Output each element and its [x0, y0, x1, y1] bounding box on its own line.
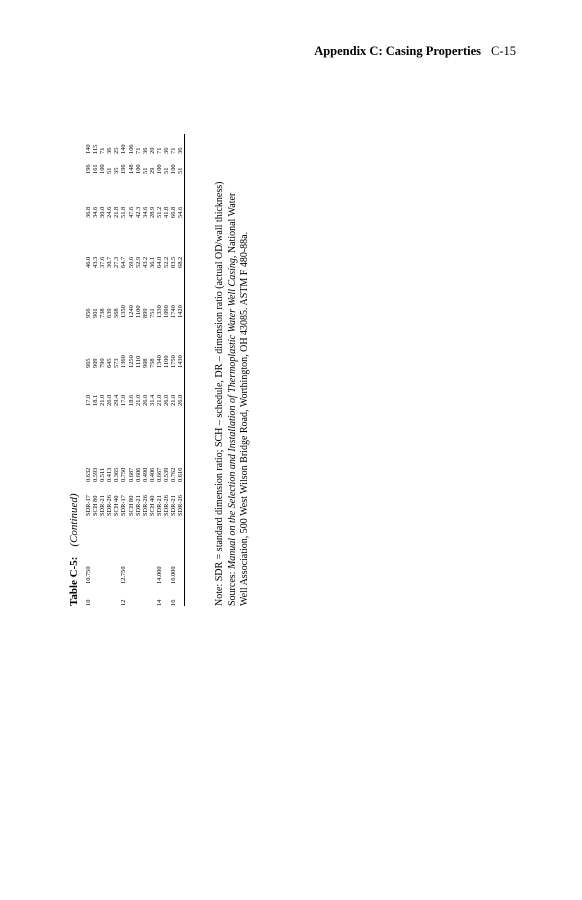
value-cell: 34.6 — [141, 206, 149, 218]
value-cell: 31.4 — [148, 394, 156, 406]
value-cell: 21.0 — [134, 394, 142, 406]
nominal-size-cell — [149, 584, 156, 606]
value-cell: 1250 — [127, 355, 135, 368]
value-cell: 751 — [148, 308, 156, 318]
value-cell: 36.1 — [148, 256, 156, 268]
nominal-size-cell — [106, 584, 113, 606]
value-cell: 20 — [148, 147, 156, 154]
outside-diameter-cell — [106, 516, 113, 584]
value-cell: 909 — [92, 358, 100, 368]
value-cell: 18.6 — [127, 394, 135, 406]
outside-diameter-cell — [113, 516, 120, 584]
value-cell: 1350 — [120, 305, 128, 318]
value-cell: 66.8 — [170, 206, 178, 218]
value-cell: 738 — [99, 308, 107, 318]
nominal-size-cell — [163, 584, 170, 606]
value-cell: 43.2 — [141, 256, 149, 268]
outside-diameter-cell — [177, 516, 185, 584]
value-cell: 26.0 — [177, 368, 185, 406]
value-cell: 36 — [106, 147, 114, 154]
sources-suffix: , National Water — [226, 192, 238, 259]
table-row — [170, 134, 177, 606]
sources-line — [227, 96, 240, 606]
casing-type-cell: SDR-26 — [141, 495, 149, 516]
nominal-size-cell — [128, 584, 135, 606]
page-number: C-15 — [491, 44, 516, 58]
value-cell: 965 — [85, 358, 92, 368]
value-cell: 36 — [141, 147, 149, 154]
wall-thickness-cell: 0.762 — [170, 467, 178, 482]
value-cell: 790 — [99, 358, 107, 368]
sources-prefix: Sources: — [226, 569, 238, 606]
value-cell: 29.4 — [113, 394, 121, 406]
value-cell: 36 — [177, 134, 185, 154]
value-cell: 52.9 — [134, 256, 142, 268]
value-cell: 51.2 — [155, 206, 163, 218]
casing-type-cell: SCH 80 — [127, 495, 135, 516]
outside-diameter-cell — [128, 516, 135, 584]
table-title-continued: (Continued) — [68, 493, 80, 547]
value-cell: 100 — [99, 164, 107, 174]
nominal-size-cell: 12 — [120, 599, 128, 606]
table-row — [128, 134, 135, 606]
value-cell: 1240 — [127, 305, 135, 318]
table-row — [135, 134, 142, 606]
value-cell: 100 — [155, 164, 163, 174]
table-title-label: Table C-5: — [68, 556, 80, 606]
casing-type-cell: SDR-17 — [85, 495, 92, 516]
casing-type-cell: SDR-21 — [155, 495, 163, 516]
casing-type-cell: SCH 80 — [92, 495, 100, 516]
wall-thickness-cell: 0.606 — [134, 467, 142, 482]
value-cell: 1740 — [170, 305, 178, 318]
wall-thickness-cell: 0.687 — [127, 467, 135, 482]
outside-diameter-cell — [99, 516, 106, 584]
value-cell: 30.7 — [106, 256, 114, 268]
value-cell: 21.8 — [113, 206, 121, 218]
nominal-size-cell — [99, 584, 106, 606]
value-cell: 24.6 — [106, 206, 114, 218]
value-cell: 29 — [148, 167, 156, 174]
value-cell: 1100 — [134, 305, 142, 318]
outside-diameter-cell — [163, 516, 170, 584]
nominal-size-cell: 10 — [85, 599, 92, 606]
value-cell: 17.0 — [85, 394, 92, 406]
nominal-size-cell — [113, 584, 120, 606]
outside-diameter-cell — [142, 516, 149, 584]
value-cell: 34.6 — [92, 206, 100, 218]
value-cell: 115 — [92, 144, 100, 154]
table-row — [85, 134, 92, 606]
outside-diameter-cell: 12.750 — [120, 566, 128, 584]
wall-thickness-cell: 0.632 — [85, 467, 92, 482]
casing-type-cell: SDR-21 — [134, 495, 142, 516]
sources-title: Manual on the Selection and Installation of Thermoplastic Water Well Casing — [226, 258, 238, 570]
value-cell: 1330 — [155, 305, 163, 318]
casing-type-cell: SDR-26 — [163, 495, 171, 516]
value-cell: 41.8 — [163, 206, 171, 218]
table-row — [156, 134, 163, 606]
value-cell: 59.6 — [127, 256, 135, 268]
value-cell: 51 — [141, 167, 149, 174]
value-cell: 100 — [170, 164, 178, 174]
value-cell: 956 — [85, 308, 92, 318]
casing-type-cell: SDR-26 — [106, 495, 114, 516]
outside-diameter-cell — [135, 516, 142, 584]
table-title — [68, 493, 80, 606]
value-cell: 68.2 — [177, 218, 185, 268]
casing-type-cell: SDR-21 — [170, 495, 178, 516]
table-row — [120, 134, 127, 606]
table-row — [149, 134, 156, 606]
casing-type-cell: SCH 40 — [148, 495, 156, 516]
value-cell: 43.3 — [92, 256, 100, 268]
value-cell: 46.0 — [85, 256, 92, 268]
value-cell: 71 — [99, 147, 107, 154]
value-cell: 27.3 — [113, 256, 121, 268]
table-row — [99, 134, 106, 606]
value-cell: 1430 — [177, 318, 185, 368]
rotated-content — [68, 96, 288, 606]
value-cell: 196 — [85, 164, 92, 174]
value-cell: 51 — [177, 154, 185, 174]
value-cell: 161 — [92, 164, 100, 174]
table-row — [142, 134, 149, 606]
outside-diameter-cell — [149, 516, 156, 584]
value-cell: 21.0 — [170, 394, 178, 406]
value-cell: 37.6 — [99, 256, 107, 268]
rotated-table-region — [68, 96, 288, 606]
wall-thickness-cell: 0.365 — [113, 467, 121, 482]
value-cell: 645 — [106, 358, 114, 368]
value-cell: 83.5 — [170, 256, 178, 268]
value-cell: 28.9 — [148, 206, 156, 218]
value-cell: 51 — [163, 167, 171, 174]
nominal-size-cell: 14 — [155, 599, 163, 606]
outside-diameter-cell: 14.000 — [155, 566, 163, 584]
value-cell: 42.3 — [134, 206, 142, 218]
value-cell: 26.0 — [141, 394, 149, 406]
value-cell: 36 — [163, 147, 171, 154]
value-cell: 1750 — [170, 355, 178, 368]
value-cell: 18.1 — [92, 394, 100, 406]
value-cell: 26.0 — [163, 394, 171, 406]
value-cell: 899 — [141, 308, 149, 318]
value-cell: 140 — [85, 144, 92, 154]
value-cell: 54.6 — [177, 174, 185, 218]
casing-type-cell: SDR-21 — [99, 495, 107, 516]
address-line: Well Association, 500 West Wilson Bridge Road, Worthington, OH 43085. ASTM F 480-88a. — [239, 231, 251, 606]
wall-thickness-cell: 0.616 — [177, 406, 185, 482]
value-cell: 51 — [106, 167, 114, 174]
nominal-size-cell — [92, 584, 99, 606]
value-cell: 758 — [148, 358, 156, 368]
note-line: Note: SDR = standard dimension ratio; SCH – schedule, DR – dimension ratio (actual OD/wall thickness) — [214, 181, 225, 606]
value-cell: 21.0 — [155, 394, 163, 406]
table-row — [92, 134, 99, 606]
casing-type-cell: SDR-26 — [177, 482, 185, 516]
value-cell: 36.8 — [85, 206, 92, 218]
value-cell: 51.8 — [120, 206, 128, 218]
value-cell: 1420 — [177, 268, 185, 318]
value-cell: 47.6 — [127, 206, 135, 218]
wall-thickness-cell: 0.490 — [141, 467, 149, 482]
value-cell: 71 — [155, 147, 163, 154]
header-title: Appendix C: Casing Properties — [314, 44, 481, 58]
nominal-size-cell — [142, 584, 149, 606]
value-cell: 35 — [113, 167, 121, 174]
value-cell: 17.0 — [120, 394, 128, 406]
value-cell: 1100 — [163, 355, 171, 368]
table-notes — [214, 96, 252, 606]
value-cell: 140 — [120, 144, 128, 154]
value-cell: 106 — [127, 144, 135, 154]
value-cell: 148 — [127, 164, 135, 174]
wall-thickness-cell: 0.539 — [163, 467, 171, 482]
casing-type-cell: SCH 40 — [113, 495, 121, 516]
table-row — [163, 134, 170, 606]
value-cell: 639 — [106, 308, 114, 318]
value-cell: 568 — [113, 308, 121, 318]
value-cell: 100 — [134, 164, 142, 174]
table-row — [106, 134, 113, 606]
outside-diameter-cell: 16.000 — [170, 566, 178, 584]
value-cell: 1340 — [155, 355, 163, 368]
value-cell: 64.0 — [155, 256, 163, 268]
page-header — [314, 44, 516, 59]
value-cell: 908 — [141, 358, 149, 368]
wall-thickness-cell: 0.593 — [92, 467, 100, 482]
wall-thickness-cell: 0.667 — [155, 467, 163, 482]
value-cell: 1110 — [134, 355, 142, 368]
wall-thickness-cell: 0.511 — [99, 467, 107, 482]
value-cell: 71 — [134, 147, 142, 154]
casing-properties-table — [85, 134, 185, 606]
table-row — [113, 134, 120, 606]
value-cell: 52.2 — [163, 256, 171, 268]
value-cell: 196 — [120, 164, 128, 174]
value-cell: 1360 — [120, 355, 128, 368]
nominal-size-cell — [135, 584, 142, 606]
wall-thickness-cell: 0.413 — [106, 467, 114, 482]
wall-thickness-cell: 0.750 — [120, 467, 128, 482]
wall-thickness-cell: 0.406 — [148, 467, 156, 482]
value-cell: 21.0 — [99, 394, 107, 406]
nominal-size-cell — [177, 584, 185, 606]
value-cell: 26.0 — [106, 394, 114, 406]
table-row — [177, 134, 185, 606]
value-cell: 25 — [113, 147, 121, 154]
value-cell: 30.0 — [99, 206, 107, 218]
outside-diameter-cell — [92, 516, 99, 584]
casing-type-cell: SDR-17 — [120, 495, 128, 516]
value-cell: 71 — [170, 147, 178, 154]
value-cell: 1090 — [163, 305, 171, 318]
value-cell: 901 — [92, 308, 100, 318]
nominal-size-cell: 16 — [170, 599, 178, 606]
value-cell: 64.7 — [120, 256, 128, 268]
value-cell: 573 — [113, 358, 121, 368]
outside-diameter-cell: 10.750 — [85, 566, 92, 584]
